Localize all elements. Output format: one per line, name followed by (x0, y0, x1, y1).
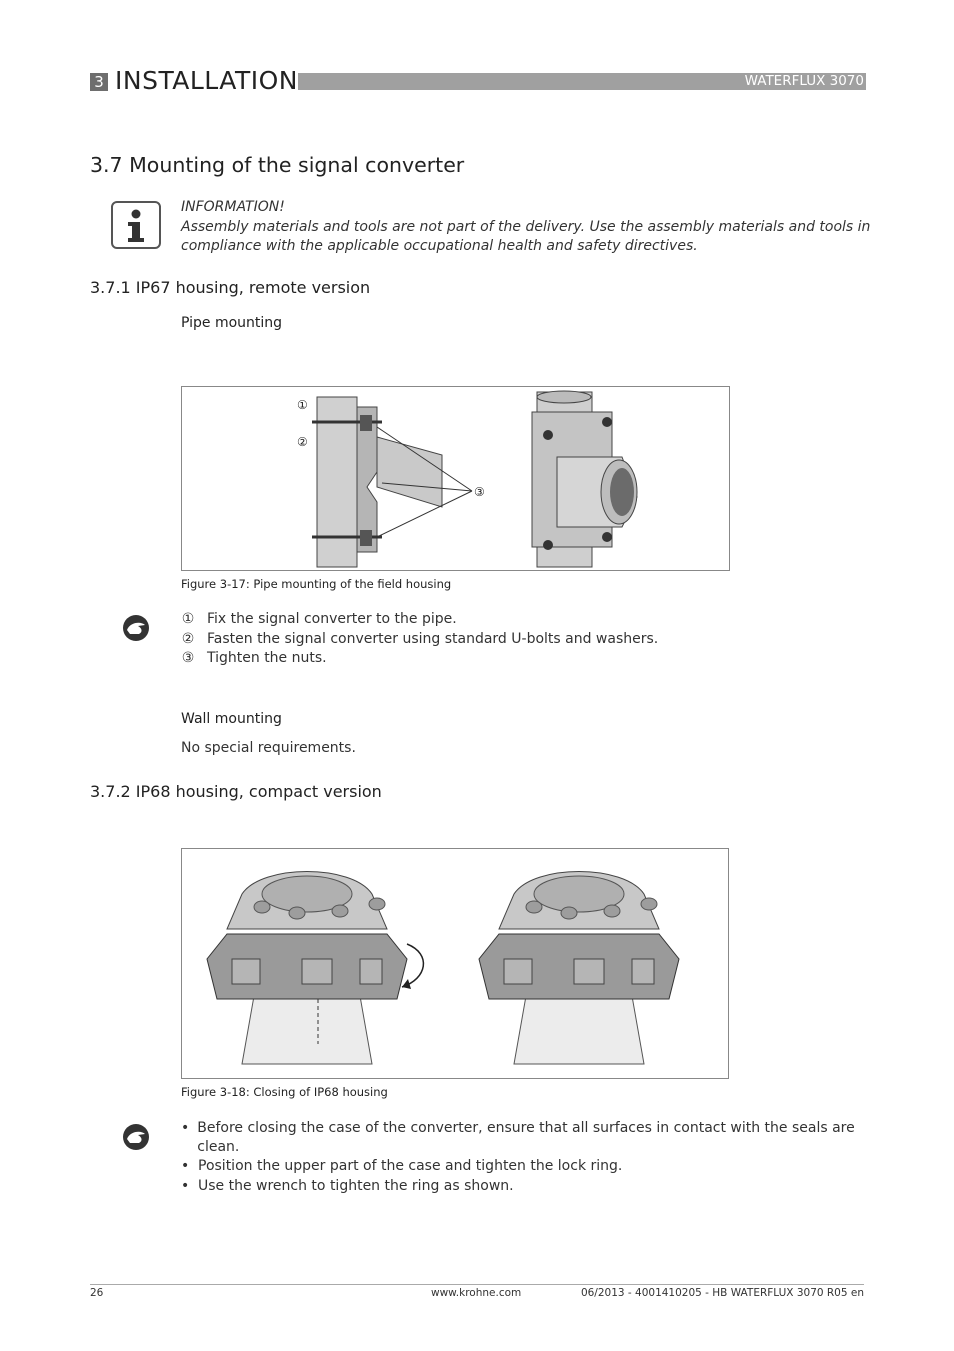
step-3-marker: ③ (181, 650, 195, 666)
footer-website: www.krohne.com (431, 1287, 522, 1299)
page-number: 26 (90, 1287, 104, 1299)
bullet-1-text: Before closing the case of the converter, ensure that all surfaces in contact with the seals are clean. (197, 1120, 855, 1155)
chapter-title: INSTALLATION (115, 66, 298, 95)
hand-action-icon (121, 1123, 151, 1151)
step-2-text: Fasten the signal converter using standard U-bolts and washers. (207, 631, 659, 647)
bullet-2-text: Position the upper part of the case and tighten the lock ring. (198, 1158, 623, 1174)
bullet-3 (181, 1177, 514, 1196)
section-title: 3.7 Mounting of the signal converter (90, 153, 465, 177)
callout-2: ② (297, 435, 308, 449)
step-1-text: Fix the signal converter to the pipe. (207, 611, 457, 627)
pipe-mounting-heading: Pipe mounting (181, 315, 283, 331)
bullet-marker: • (181, 1120, 190, 1136)
callout-3: ③ (474, 485, 485, 499)
information-block (181, 198, 871, 257)
subsection-title-ip68: 3.7.2 IP68 housing, compact version (90, 782, 382, 801)
step-2-marker: ② (181, 631, 195, 647)
callout-1: ① (297, 398, 308, 412)
wall-mounting-heading: Wall mounting (181, 711, 282, 727)
footer-doc-ref: 06/2013 - 4001410205 - HB WATERFLUX 3070 R05 en (580, 1287, 864, 1299)
step-1-marker: ① (181, 611, 195, 627)
bullet-marker: • (181, 1158, 190, 1174)
figure-ip68-housing (181, 848, 729, 1079)
info-icon (111, 201, 161, 249)
information-text: Assembly materials and tools are not part of the delivery. Use the assembly materials and tools in compliance with the applicable occupational health and safety directives. (181, 218, 871, 254)
bullet-1 (181, 1119, 871, 1157)
product-name: WATERFLUX 3070 (744, 73, 864, 89)
subsection-title-ip67: 3.7.1 IP67 housing, remote version (90, 278, 371, 297)
figure-pipe-mounting (181, 386, 730, 571)
figure-caption-3-18: Figure 3-18: Closing of IP68 housing (181, 1085, 388, 1099)
bullet-marker: • (181, 1178, 190, 1194)
step-1 (181, 610, 457, 629)
figure-caption-3-17: Figure 3-17: Pipe mounting of the field housing (181, 577, 452, 591)
chapter-number: 3 (90, 73, 108, 91)
bullet-3-text: Use the wrench to tighten the ring as shown. (198, 1178, 514, 1194)
bullet-2 (181, 1157, 622, 1176)
information-label: INFORMATION! (181, 199, 285, 215)
step-3-text: Tighten the nuts. (207, 650, 327, 666)
step-2 (181, 630, 658, 649)
wall-mounting-text: No special requirements. (181, 740, 356, 756)
step-3 (181, 649, 327, 668)
footer-divider (90, 1284, 864, 1285)
hand-action-icon (121, 614, 151, 642)
